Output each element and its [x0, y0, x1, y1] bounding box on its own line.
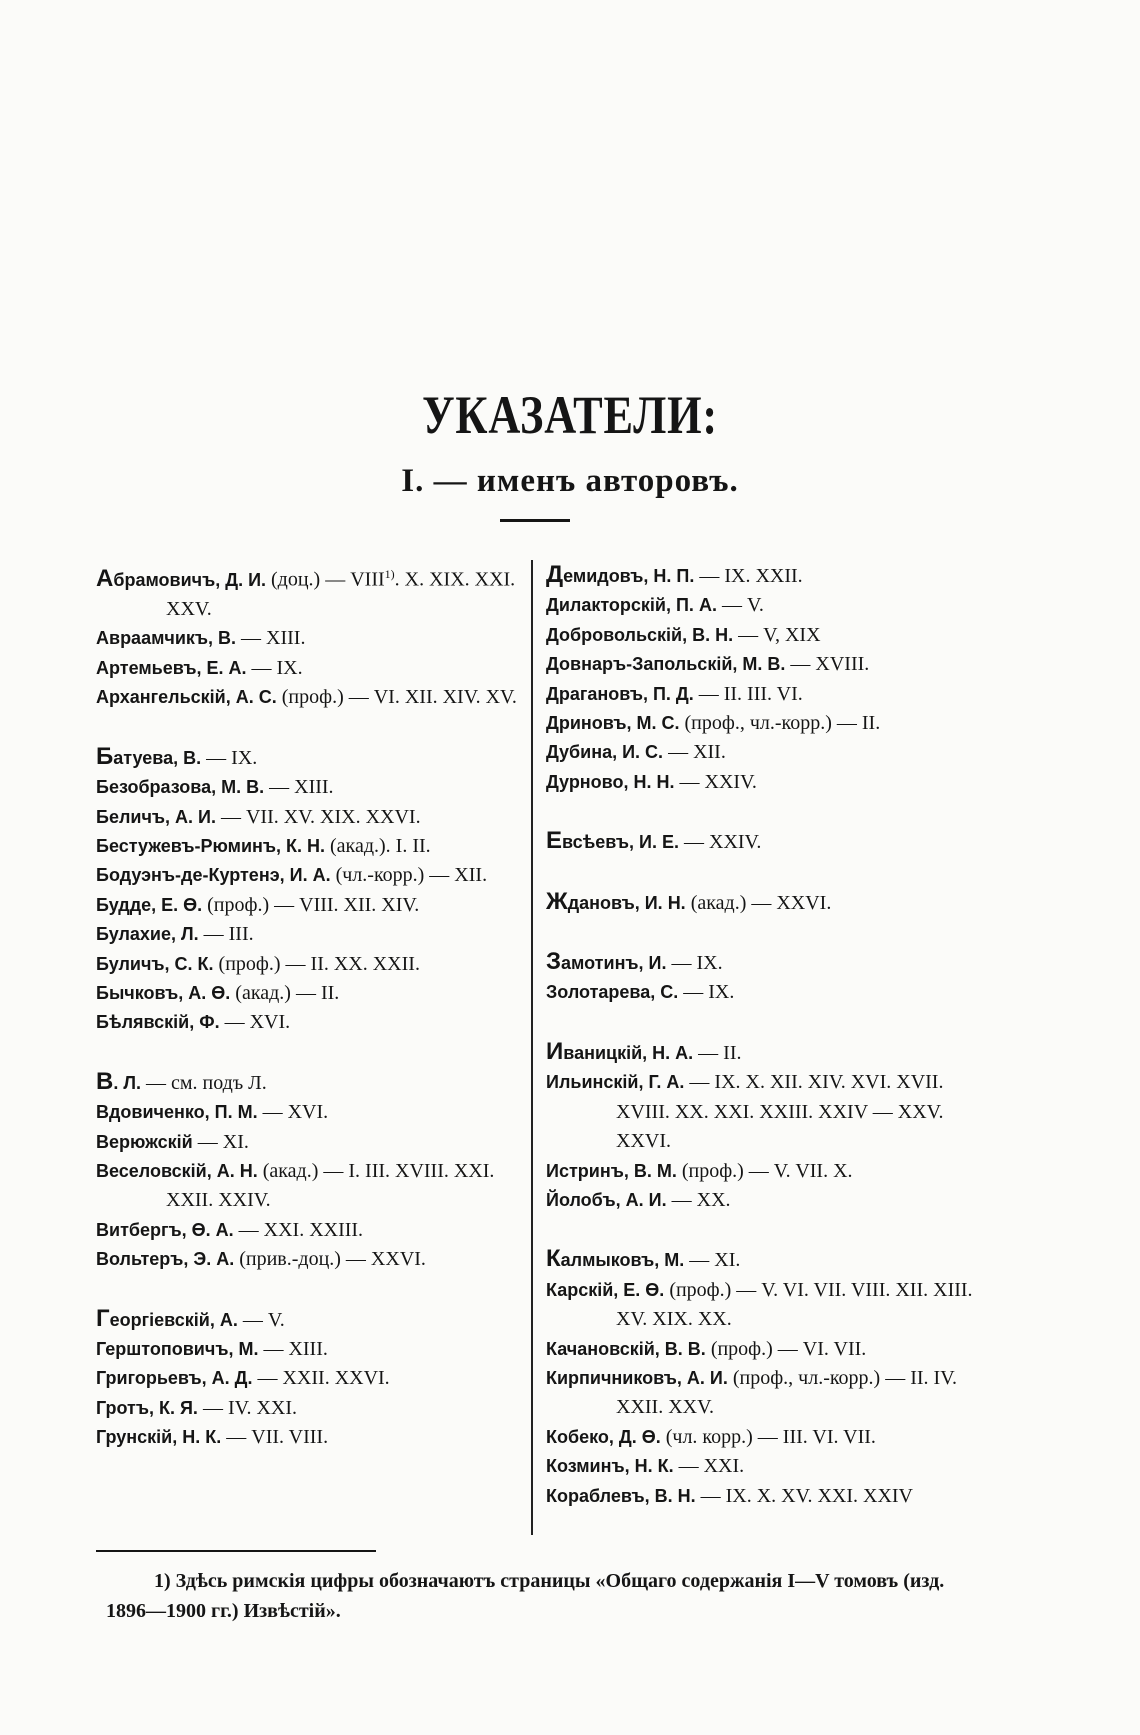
author-name [96, 1132, 193, 1152]
page-references: — XXI. [673, 1455, 745, 1478]
page-references: (проф.) — V. VI. VII. VIII. XII. XIII. XV. XIX. XX. [616, 1278, 973, 1331]
index-entry [546, 978, 986, 1007]
author-name [96, 1161, 258, 1181]
author-name-text: Бодуэнъ-де-Куртенэ, И. А. [96, 865, 331, 886]
author-name-text: дановъ, И. Н. [567, 892, 686, 913]
index-entry [546, 1423, 986, 1452]
author-name-text: Будде, Е. Ө. [96, 894, 203, 915]
author-name-text: Герштоповичъ, М. [96, 1339, 259, 1359]
author-name [546, 827, 679, 855]
author-name [96, 687, 277, 707]
author-name [546, 772, 675, 792]
author-name-text: всѣевъ, И. Е. [562, 832, 679, 853]
author-name [96, 865, 331, 885]
author-name [96, 1012, 220, 1032]
page-references: (проф., чл.-корр.) — II. IV. XXII. XXV. [616, 1366, 958, 1419]
author-name [96, 1220, 234, 1240]
page-references: — XI. [192, 1130, 249, 1153]
author-name-text: Истринъ, В. М. [546, 1160, 677, 1181]
page-references: — IX. XXII. [694, 565, 803, 587]
page-references: — XIII. [264, 776, 334, 799]
index-entry [546, 1157, 986, 1186]
author-initial: Б [96, 742, 114, 770]
author-name [96, 1102, 258, 1122]
index-entry [546, 680, 986, 709]
author-name [96, 895, 202, 915]
author-initial: З [546, 948, 562, 976]
index-entry [96, 950, 526, 979]
page-references: (проф.) — II. XX. XXII. [213, 952, 420, 975]
author-name [96, 807, 216, 827]
page-references: (доц.) — VIII [266, 568, 385, 591]
page-references: — V. [716, 594, 764, 617]
author-name [96, 742, 202, 770]
author-name [546, 1486, 696, 1506]
index-entry [96, 832, 526, 861]
author-name-text: Буличъ, С. К. [96, 953, 214, 974]
page-references: — XXII. XXVI. [252, 1367, 390, 1390]
page-references: — III. [198, 923, 254, 946]
author-initial: И [546, 1037, 564, 1065]
page-references: (проф.) — VIII. XII. XIV. [202, 893, 420, 916]
author-name [546, 561, 695, 588]
index-entry [96, 920, 526, 949]
page-references: (проф., чл.-корр.) — II. [679, 712, 881, 735]
author-name-text: Бѣлявскій, Ф. [96, 1012, 220, 1033]
index-entry [546, 738, 986, 767]
index-entry [96, 1335, 526, 1364]
index-entry [96, 1216, 526, 1245]
author-name-text: Дубина, И. С. [546, 742, 664, 763]
author-name [96, 954, 214, 974]
author-name-text: брамовичъ, Д. И. [113, 569, 267, 590]
author-name-text: Золотарева, С. [546, 982, 679, 1003]
index-entry [546, 709, 986, 738]
page-references: — XI. [684, 1249, 741, 1272]
footnote [106, 1566, 986, 1626]
index-entry [96, 891, 526, 920]
author-name-text: Григорьевъ, А. Д. [96, 1368, 253, 1389]
author-name-text: Кобеко, Д. Ө. [546, 1426, 661, 1447]
author-name [546, 742, 663, 762]
index-entry [96, 683, 526, 712]
author-name [96, 658, 247, 678]
author-name-text: Бестужевъ-Рюминъ, К. Н. [96, 835, 325, 856]
author-name-text: ваницкій, Н. А. [563, 1042, 694, 1063]
author-name [546, 1280, 664, 1300]
author-name [546, 625, 733, 645]
index-entry [546, 768, 986, 797]
author-name-text: Бычковъ, А. Ө. [96, 982, 231, 1003]
index-entry [96, 1008, 526, 1037]
right-column [546, 560, 986, 1511]
author-name [546, 1072, 684, 1092]
author-name [96, 836, 325, 856]
index-entry [96, 560, 526, 624]
index-entry [96, 1128, 526, 1157]
index-entry [546, 1186, 986, 1215]
author-name [96, 1304, 238, 1332]
author-name [546, 1245, 685, 1273]
author-name [96, 924, 199, 944]
page-references: (акад.) — I. III. XVIII. XXI. XXII. XXIV. [166, 1159, 495, 1212]
index-entry [96, 742, 526, 773]
author-name-text: Довнаръ-Запольскій, М. В. [546, 654, 786, 675]
entry-group [546, 826, 986, 857]
author-name [546, 1368, 728, 1388]
page-references: — XVI. [257, 1101, 329, 1124]
author-name [96, 983, 230, 1003]
index-entry [546, 1068, 986, 1156]
author-name-text: Веселовскій, А. Н. [96, 1160, 258, 1181]
index-entry [546, 1452, 986, 1481]
index-entry [546, 887, 986, 918]
author-name [546, 654, 785, 674]
author-name-text: Кораблевъ, В. Н. [546, 1485, 696, 1506]
author-name-text: Гротъ, К. Я. [96, 1397, 198, 1418]
page-references: (акад.). I. II. [325, 834, 431, 857]
author-name-text: Дриновъ, М. С. [546, 713, 680, 734]
index-entry [546, 826, 986, 857]
author-name [546, 684, 694, 704]
author-initial: К [546, 1245, 561, 1273]
page-references: (акад.) — XXVI. [685, 891, 832, 914]
index-entry [96, 1304, 526, 1335]
author-name [546, 713, 680, 733]
author-name [96, 1067, 141, 1095]
index-entry [96, 1364, 526, 1393]
index-entry [96, 1098, 526, 1127]
index-entry [546, 1276, 986, 1335]
index-entry [96, 861, 526, 890]
author-name-text: Дилакторскій, П. А. [546, 595, 717, 616]
page-references: — XII. [663, 741, 726, 764]
author-initial: А [96, 564, 114, 592]
author-name [96, 1249, 234, 1269]
page-references: — VII. VIII. [221, 1426, 329, 1449]
page-references: — V, XIX [733, 623, 821, 646]
author-initial: Д [546, 561, 564, 588]
index-entry [546, 591, 986, 620]
footnote-text: Здѣсь римскія цифры обозначаютъ страницы «Общаго содержанія I—V томовъ (изд. 1896—1900 гг.) Извѣстій». [106, 1570, 945, 1622]
entry-group [96, 742, 526, 1038]
index-entry [96, 979, 526, 1008]
page-references: — XVI. [219, 1011, 291, 1034]
author-name [546, 1339, 706, 1359]
author-name-text: . Л. [113, 1072, 141, 1093]
author-name-text: Драгановъ, П. Д. [546, 683, 694, 704]
page-references: (прив.-доц.) — XXVI. [234, 1248, 426, 1271]
page-references: — XXI. XXIII. [233, 1218, 364, 1241]
index-entry [546, 650, 986, 679]
author-name [546, 982, 678, 1002]
author-name-text: Добровольскій, В. Н. [546, 624, 734, 645]
page-references: (чл. корр.) — III. VI. VII. [660, 1425, 876, 1448]
author-name [546, 1037, 694, 1065]
author-name [96, 1427, 221, 1447]
page-references: — XIII. [258, 1338, 328, 1360]
author-name [546, 948, 667, 976]
page-references: — IX. [666, 952, 723, 975]
index-entry [546, 621, 986, 650]
index-entry [96, 1394, 526, 1423]
entry-group [546, 947, 986, 1008]
author-name [546, 1427, 661, 1447]
entry-group [546, 560, 986, 797]
author-name-text: Вдовиченко, П. М. [96, 1102, 258, 1123]
index-entry [546, 1335, 986, 1364]
index-entry [96, 1067, 526, 1098]
page-references: — XIII. [236, 627, 306, 650]
author-name-text: Козминъ, Н. К. [546, 1456, 674, 1477]
index-entry [96, 1245, 526, 1274]
footnote-mark: 1) [154, 1570, 171, 1592]
index-entry [546, 560, 986, 591]
author-name-text: Дурново, Н. Н. [546, 771, 675, 792]
page-references: — XVIII. [785, 653, 870, 676]
page-references: — см. подъ Л. [140, 1071, 267, 1094]
page-references: — XX. [666, 1188, 731, 1211]
page-references: — IX. X. XII. XIV. XVI. XVII. XVIII. XX. XXI. XXIII. XXIV — XXV. XXVI. [616, 1071, 944, 1153]
author-name-text: Карскій, Е. Ө. [546, 1279, 665, 1300]
entry-group [546, 1037, 986, 1215]
author-name [546, 887, 686, 915]
author-name-text: Булахие, Л. [96, 924, 199, 945]
index-entry [546, 1244, 986, 1275]
author-name-text: Беличъ, А. И. [96, 806, 216, 827]
author-name-text: еоргіевскій, А. [109, 1309, 238, 1330]
author-name [546, 1456, 674, 1476]
page-references: (проф.) — VI. XII. XIV. XV. [276, 686, 517, 709]
index-entry [546, 1364, 986, 1423]
index-entry [546, 1037, 986, 1068]
index-entry [546, 947, 986, 978]
footnote-ref: 1) [384, 567, 395, 581]
page-references: (проф.) — VI. VII. [705, 1337, 867, 1360]
author-name-text: Вольтеръ, Э. А. [96, 1249, 235, 1270]
page-references: — VII. XV. XIX. XXVI. [215, 805, 421, 828]
page-references: (акад.) — II. [230, 981, 340, 1004]
page-references-cont: . X. XIX. XXI. XXV. [166, 568, 516, 621]
page-references: — IX. [201, 746, 258, 769]
author-name-text: алмыковъ, М. [560, 1250, 685, 1271]
page-references: — II. III. VI. [693, 682, 803, 705]
author-name [96, 564, 267, 592]
page-subtitle: I. — именъ авторовъ. [401, 463, 739, 499]
column-divider [531, 560, 533, 1535]
title-rule [500, 519, 570, 522]
author-name [546, 1190, 667, 1210]
author-name-text: Верюжскій [96, 1131, 193, 1152]
entry-group [96, 1067, 526, 1275]
index-entry [96, 654, 526, 683]
left-column [96, 560, 526, 1453]
page-references: — XXIV. [679, 831, 762, 854]
index-entry [96, 803, 526, 832]
page-references: — IX. X. XV. XXI. XXIV [695, 1484, 914, 1507]
page-references: (проф.) — V. VII. X. [676, 1159, 853, 1182]
entry-group [96, 560, 526, 713]
index-entry [96, 1157, 526, 1216]
author-name-text: Грунскій, Н. К. [96, 1427, 222, 1448]
page-references: (чл.-корр.) — XII. [330, 864, 488, 887]
author-name-text: Йолобъ, А. И. [546, 1189, 667, 1210]
author-name-text: амотинъ, И. [561, 953, 667, 974]
page-references: — IV. XXI. [197, 1396, 298, 1419]
author-initial: Ж [546, 887, 568, 915]
author-name [96, 777, 264, 797]
author-initial: Г [96, 1304, 110, 1332]
author-name [96, 1398, 198, 1418]
author-name-text: емидовъ, Н. П. [563, 566, 695, 586]
page-references: — II. [693, 1041, 742, 1064]
entry-group [96, 1304, 526, 1453]
author-name-text: Артемьевъ, Е. А. [96, 657, 247, 678]
author-name-text: Качановскій, В. В. [546, 1338, 706, 1359]
author-name [96, 1368, 252, 1388]
author-name [546, 1161, 677, 1181]
index-entry [96, 773, 526, 802]
author-name-text: Кирпичниковъ, А. И. [546, 1367, 728, 1388]
author-name-text: Витбергъ, Ө. А. [96, 1219, 234, 1240]
page-references: — XXIV. [674, 770, 757, 793]
author-name-text: Архангельскій, А. С. [96, 687, 277, 708]
author-name-text: Авраамчикъ, В. [96, 628, 237, 649]
author-name [96, 628, 236, 648]
index-entry [546, 1482, 986, 1511]
footnote-rule [96, 1550, 376, 1552]
page-title: УКАЗАТЕЛИ: [422, 385, 718, 445]
index-entry [96, 624, 526, 653]
page-references: — IX. [246, 656, 303, 679]
author-name [96, 1339, 258, 1359]
entry-group [546, 887, 986, 918]
author-name-text: Безобразова, М. В. [96, 777, 265, 798]
author-name [546, 595, 717, 615]
index-entry [96, 1423, 526, 1452]
entry-group [546, 1244, 986, 1511]
author-initial: В [96, 1067, 114, 1095]
author-name-text: Ильинскій, Г. А. [546, 1072, 685, 1093]
author-initial: Е [546, 827, 563, 855]
author-name-text: атуева, В. [113, 747, 202, 768]
page-references: — IX. [678, 981, 735, 1004]
page-references: — V. [237, 1308, 285, 1331]
